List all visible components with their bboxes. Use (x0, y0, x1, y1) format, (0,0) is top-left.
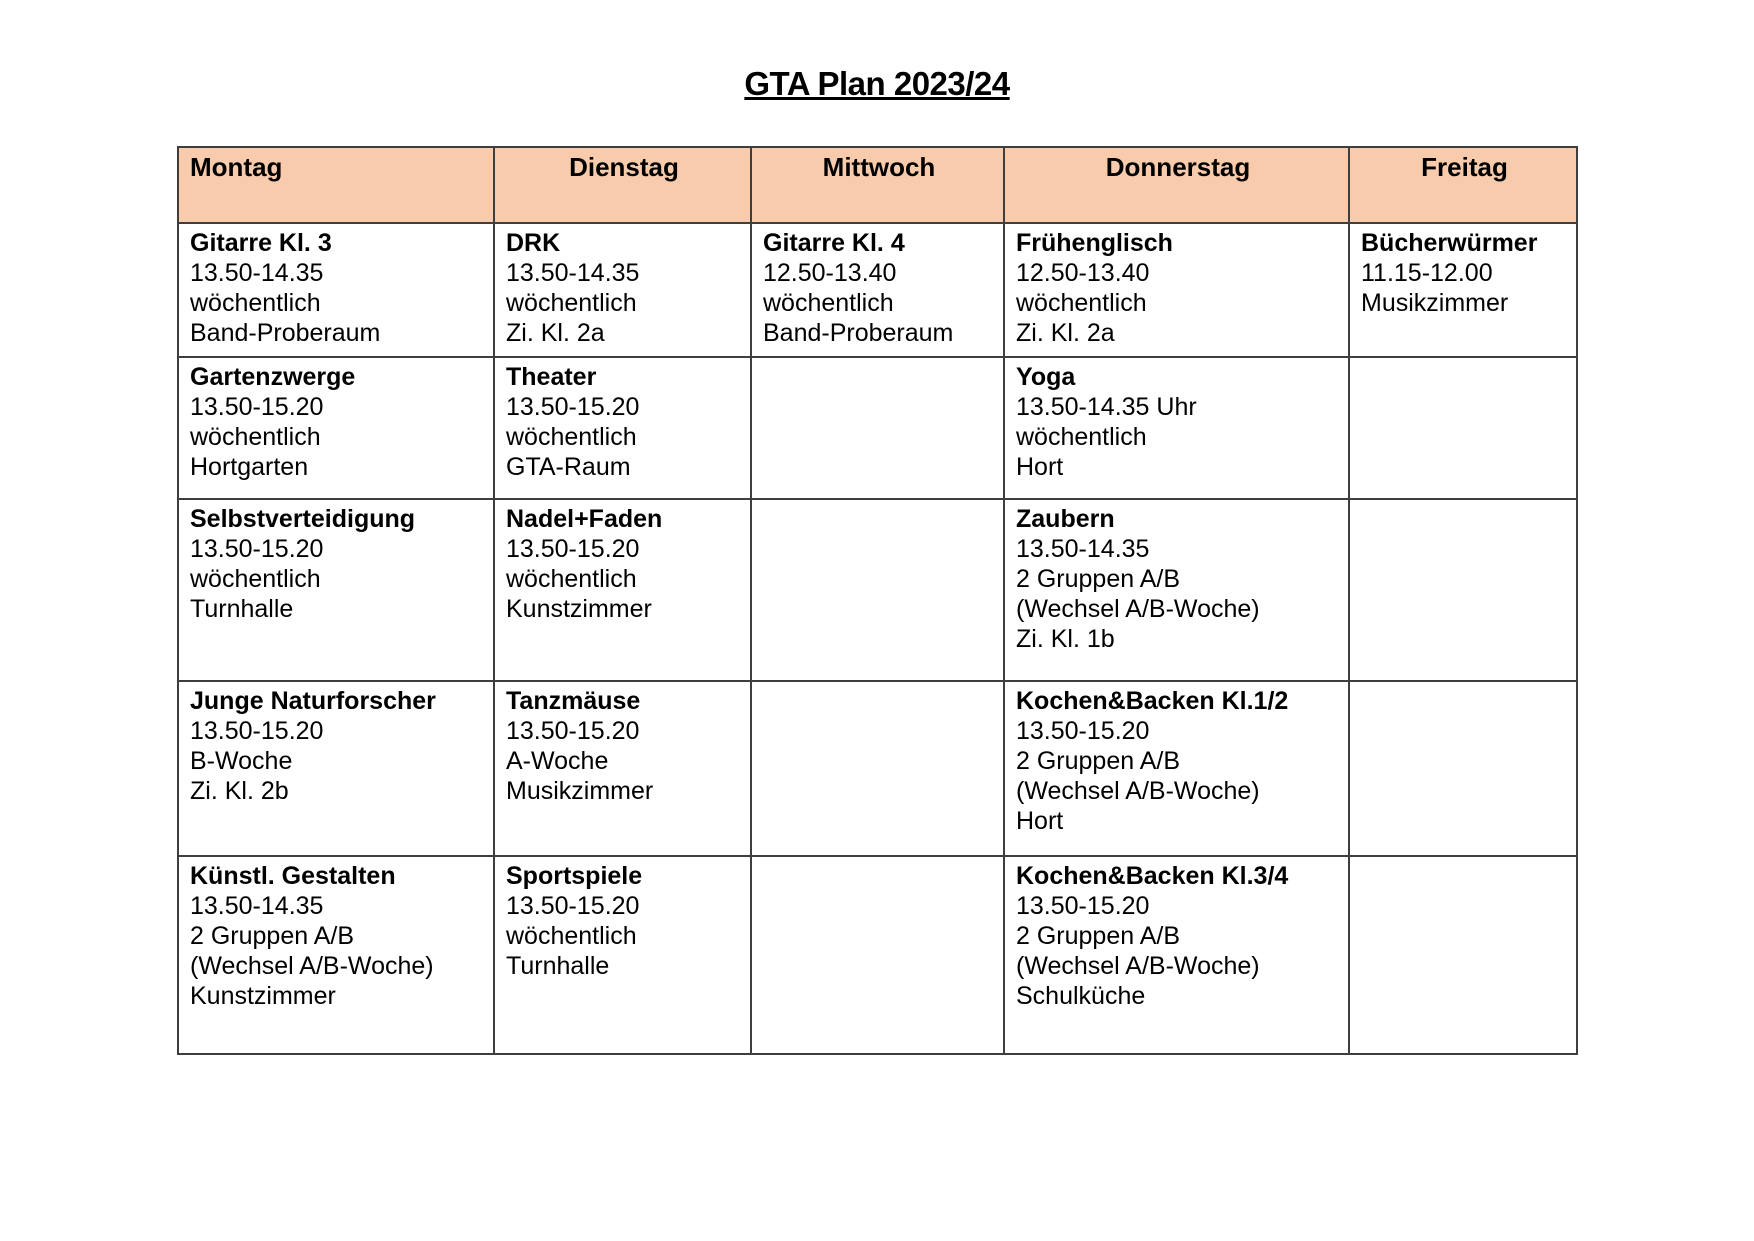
document-page (177, 0, 1577, 1055)
schedule-row (178, 357, 1577, 499)
cell-line: Band-Proberaum (763, 319, 954, 347)
cell-line: Musikzimmer (1361, 289, 1509, 317)
schedule-row (178, 223, 1577, 357)
schedule-row (178, 856, 1577, 1054)
cell-line: Musikzimmer (506, 777, 654, 805)
activity-name: Selbstverteidigung (190, 505, 416, 533)
schedule-cell (494, 357, 751, 499)
cell-line: Zi. Kl. 1b (1016, 625, 1115, 653)
schedule-cell (751, 681, 1004, 856)
cell-line: wöchentlich (506, 289, 637, 317)
schedule-cell (751, 223, 1004, 357)
cell-line: 13.50-15.20 (506, 535, 640, 563)
cell-line: 13.50-15.20 (190, 717, 324, 745)
schedule-cell (178, 357, 494, 499)
schedule-row (178, 499, 1577, 681)
activity-name: Junge Naturforscher (190, 687, 436, 715)
activity-name: Gartenzwerge (190, 363, 356, 391)
schedule-cell (1004, 499, 1349, 681)
schedule-table (177, 146, 1578, 1055)
schedule-cell (1349, 681, 1577, 856)
cell-line: Zi. Kl. 2a (506, 319, 605, 347)
cell-line: A-Woche (506, 747, 609, 775)
cell-line: 13.50-14.35 Uhr (1016, 393, 1197, 421)
schedule-cell (494, 681, 751, 856)
cell-line: wöchentlich (1016, 423, 1147, 451)
cell-line: Kunstzimmer (190, 982, 336, 1010)
day-header-montag: Montag (178, 147, 494, 223)
schedule-cell (494, 499, 751, 681)
cell-line: Zi. Kl. 2a (1016, 319, 1115, 347)
cell-line: (Wechsel A/B-Woche) (190, 952, 434, 980)
cell-line: wöchentlich (190, 565, 321, 593)
schedule-cell (494, 856, 751, 1054)
cell-line: wöchentlich (506, 423, 637, 451)
cell-line: (Wechsel A/B-Woche) (1016, 777, 1260, 805)
page-title: GTA Plan 2023/24 (744, 65, 1010, 102)
cell-line: B-Woche (190, 747, 293, 775)
cell-line: Turnhalle (506, 952, 610, 980)
activity-name: Nadel+Faden (506, 505, 663, 533)
cell-line: Hortgarten (190, 453, 309, 481)
cell-line: Hort (1016, 807, 1064, 835)
schedule-cell (178, 856, 494, 1054)
activity-name: Kochen&Backen Kl.1/2 (1016, 687, 1289, 715)
activity-name: Gitarre Kl. 3 (190, 229, 332, 257)
activity-name: Frühenglisch (1016, 229, 1173, 257)
schedule-row (178, 681, 1577, 856)
cell-line: Schulküche (1016, 982, 1146, 1010)
cell-line: 13.50-15.20 (506, 892, 640, 920)
cell-line: Zi. Kl. 2b (190, 777, 289, 805)
cell-line: Kunstzimmer (506, 595, 652, 623)
cell-line: (Wechsel A/B-Woche) (1016, 595, 1260, 623)
activity-name: Sportspiele (506, 862, 643, 890)
day-header-dienstag: Dienstag (494, 147, 751, 223)
schedule-cell (1004, 856, 1349, 1054)
activity-name: Künstl. Gestalten (190, 862, 396, 890)
cell-line: 13.50-15.20 (506, 717, 640, 745)
cell-line: 13.50-14.35 (1016, 535, 1150, 563)
activity-name: DRK (506, 229, 561, 257)
activity-name: Yoga (1016, 363, 1076, 391)
schedule-cell (751, 856, 1004, 1054)
activity-name: Gitarre Kl. 4 (763, 229, 905, 257)
cell-line: wöchentlich (1016, 289, 1147, 317)
cell-line: 2 Gruppen A/B (1016, 922, 1181, 950)
schedule-cell (1349, 499, 1577, 681)
activity-name: Tanzmäuse (506, 687, 641, 715)
schedule-cell (178, 223, 494, 357)
activity-name: Theater (506, 363, 597, 391)
cell-line: 11.15-12.00 (1361, 259, 1493, 287)
day-header-mittwoch: Mittwoch (751, 147, 1004, 223)
cell-line: (Wechsel A/B-Woche) (1016, 952, 1260, 980)
activity-name: Kochen&Backen Kl.3/4 (1016, 862, 1289, 890)
schedule-cell (1349, 223, 1577, 357)
cell-line: wöchentlich (506, 922, 637, 950)
cell-line: 12.50-13.40 (763, 259, 897, 287)
schedule-cell (751, 357, 1004, 499)
cell-line: 2 Gruppen A/B (190, 922, 355, 950)
cell-line: Turnhalle (190, 595, 294, 623)
schedule-cell (178, 681, 494, 856)
day-header-freitag: Freitag (1349, 147, 1577, 223)
cell-line: Hort (1016, 453, 1064, 481)
schedule-cell (1349, 856, 1577, 1054)
schedule-cell (1349, 357, 1577, 499)
cell-line: 13.50-15.20 (506, 393, 640, 421)
table-header-row (178, 147, 1577, 223)
cell-line: wöchentlich (190, 289, 321, 317)
cell-line: 2 Gruppen A/B (1016, 747, 1181, 775)
cell-line: wöchentlich (506, 565, 637, 593)
cell-line: 13.50-14.35 (190, 892, 324, 920)
cell-line: 13.50-14.35 (190, 259, 324, 287)
activity-name: Zaubern (1016, 505, 1115, 533)
schedule-cell (1004, 357, 1349, 499)
cell-line: Band-Proberaum (190, 319, 381, 347)
schedule-cell (1004, 681, 1349, 856)
cell-line: 13.50-15.20 (1016, 892, 1150, 920)
cell-line: 13.50-14.35 (506, 259, 640, 287)
schedule-cell (178, 499, 494, 681)
cell-line: 2 Gruppen A/B (1016, 565, 1181, 593)
day-header-donnerstag: Donnerstag (1004, 147, 1349, 223)
cell-line: 13.50-15.20 (190, 535, 324, 563)
cell-line: wöchentlich (190, 423, 321, 451)
schedule-cell (1004, 223, 1349, 357)
cell-line: 13.50-15.20 (190, 393, 324, 421)
schedule-cell (494, 223, 751, 357)
cell-line: 12.50-13.40 (1016, 259, 1150, 287)
cell-line: GTA-Raum (506, 453, 631, 481)
schedule-cell (751, 499, 1004, 681)
cell-line: 13.50-15.20 (1016, 717, 1150, 745)
cell-line: wöchentlich (763, 289, 894, 317)
activity-name: Bücherwürmer (1361, 229, 1538, 257)
